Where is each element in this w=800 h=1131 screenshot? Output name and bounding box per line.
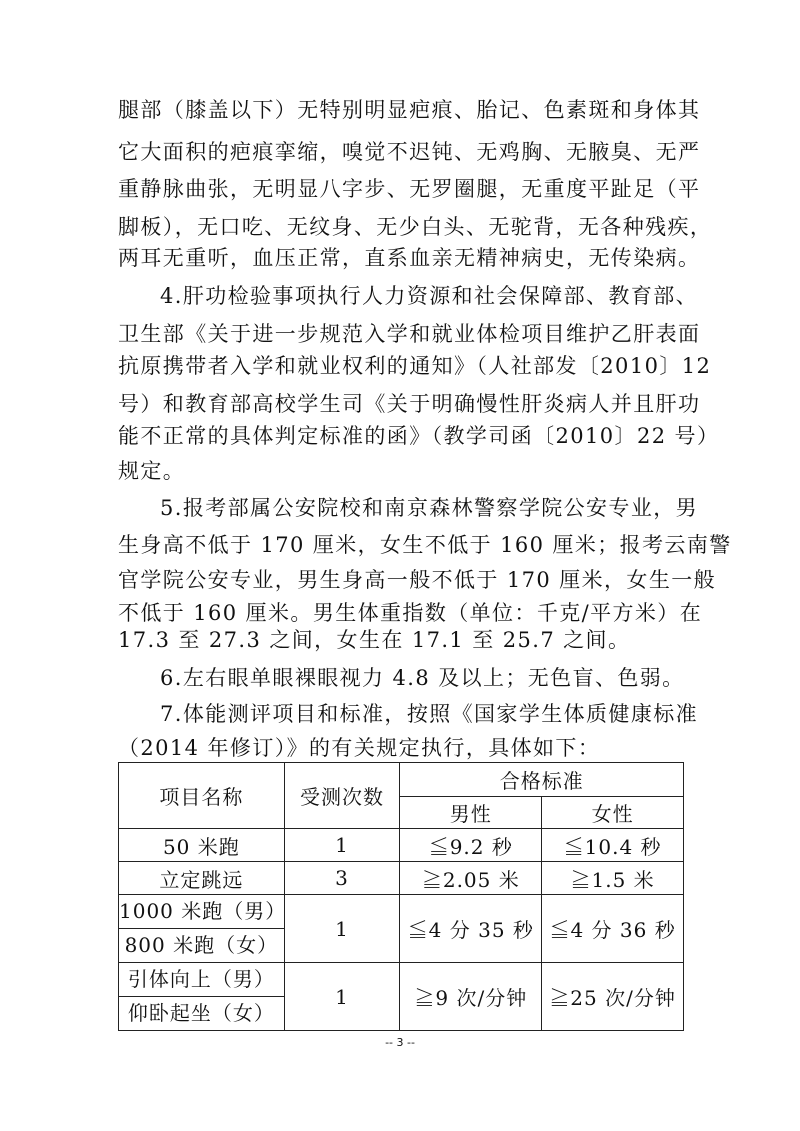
male-standard-cell: ≧9 次/分钟	[400, 963, 542, 1031]
paragraph-line: （2014 年修订）》的有关规定执行，具体如下：	[118, 736, 601, 760]
paragraph-line: 4.肝功检验事项执行人力资源和社会保障部、教育部、	[160, 284, 699, 308]
item-cell	[119, 895, 285, 963]
header-pass-standard: 合格标准	[400, 763, 684, 797]
paragraph-line: 脚板），无口吃、无纹身、无少白头、无驼背，无各种残疾，	[118, 215, 713, 239]
item-cell: 50 米跑	[119, 829, 285, 862]
header-male: 男性	[400, 797, 542, 829]
fitness-standard-table	[118, 762, 684, 1031]
item-cell: 立定跳远	[119, 862, 285, 895]
paragraph-line: 重静脉曲张，无明显八字步、无罗圈腿，无重度平趾足（平	[118, 177, 701, 201]
header-test-count: 受测次数	[284, 763, 400, 829]
paragraph-line: 5.报考部属公安院校和南京森林警察学院公安专业，男	[160, 496, 699, 520]
male-standard-cell: ≧2.05 米	[400, 862, 542, 895]
paragraph-line: 17.3 至 27.3 之间，女生在 17.1 至 25.7 之间。	[118, 628, 631, 652]
count-cell: 3	[284, 862, 400, 895]
item-line: 引体向上（男）	[127, 967, 275, 991]
table-header-row	[119, 763, 684, 797]
female-standard-cell: ≧25 次/分钟	[542, 963, 684, 1031]
item-line: 1000 米跑（男）	[119, 899, 287, 923]
paragraph-line: 它大面积的疤痕挛缩，嗅觉不迟钝、无鸡胸、无腋臭、无严	[118, 140, 701, 164]
paragraph-line: 官学院公安专业，男生身高一般不低于 170 厘米，女生一般	[118, 568, 717, 592]
header-female: 女性	[542, 797, 684, 829]
table-row	[119, 963, 684, 1031]
paragraph-line: 卫生部《关于进一步规范入学和就业体检项目维护乙肝表面	[118, 322, 701, 346]
header-item-name: 项目名称	[119, 763, 285, 829]
count-cell: 1	[284, 963, 400, 1031]
count-cell: 1	[284, 895, 400, 963]
table-row	[119, 862, 684, 895]
female-standard-cell: ≧1.5 米	[542, 862, 684, 895]
male-standard-cell: ≦4 分 35 秒	[400, 895, 542, 963]
paragraph-line: 7.体能测评项目和标准，按照《国家学生体质健康标准	[160, 702, 699, 726]
paragraph-line: 生身高不低于 170 厘米，女生不低于 160 厘米；报考云南警	[118, 533, 732, 557]
item-cell	[119, 963, 285, 1031]
paragraph-line: 抗原携带者入学和就业权利的通知》（人社部发〔2010〕12	[118, 354, 712, 378]
item-line: 仰卧起坐（女）	[119, 996, 284, 1030]
paragraph-line: 两耳无重听，血压正常，直系血亲无精神病史，无传染病。	[118, 246, 701, 270]
table-row	[119, 829, 684, 862]
paragraph-line: 不低于 160 厘米。男生体重指数（单位：千克/平方米）在	[118, 601, 703, 625]
paragraph-line: 腿部（膝盖以下）无特别明显疤痕、胎记、色素斑和身体其	[118, 98, 701, 122]
paragraph-line: 号）和教育部高校学生司《关于明确慢性肝炎病人并且肝功	[118, 392, 701, 416]
paragraph-line: 规定。	[118, 459, 186, 483]
female-standard-cell: ≦10.4 秒	[542, 829, 684, 862]
paragraph-line: 能不正常的具体判定标准的函》（教学司函〔2010〕22 号）	[118, 424, 720, 448]
female-standard-cell: ≦4 分 36 秒	[542, 895, 684, 963]
page-number: -- 3 --	[385, 1036, 415, 1049]
male-standard-cell: ≦9.2 秒	[400, 829, 542, 862]
paragraph-line: 6.左右眼单眼裸眼视力 4.8 及以上；无色盲、色弱。	[160, 666, 685, 690]
table-row	[119, 895, 684, 963]
item-line: 800 米跑（女）	[119, 928, 284, 962]
count-cell: 1	[284, 829, 400, 862]
